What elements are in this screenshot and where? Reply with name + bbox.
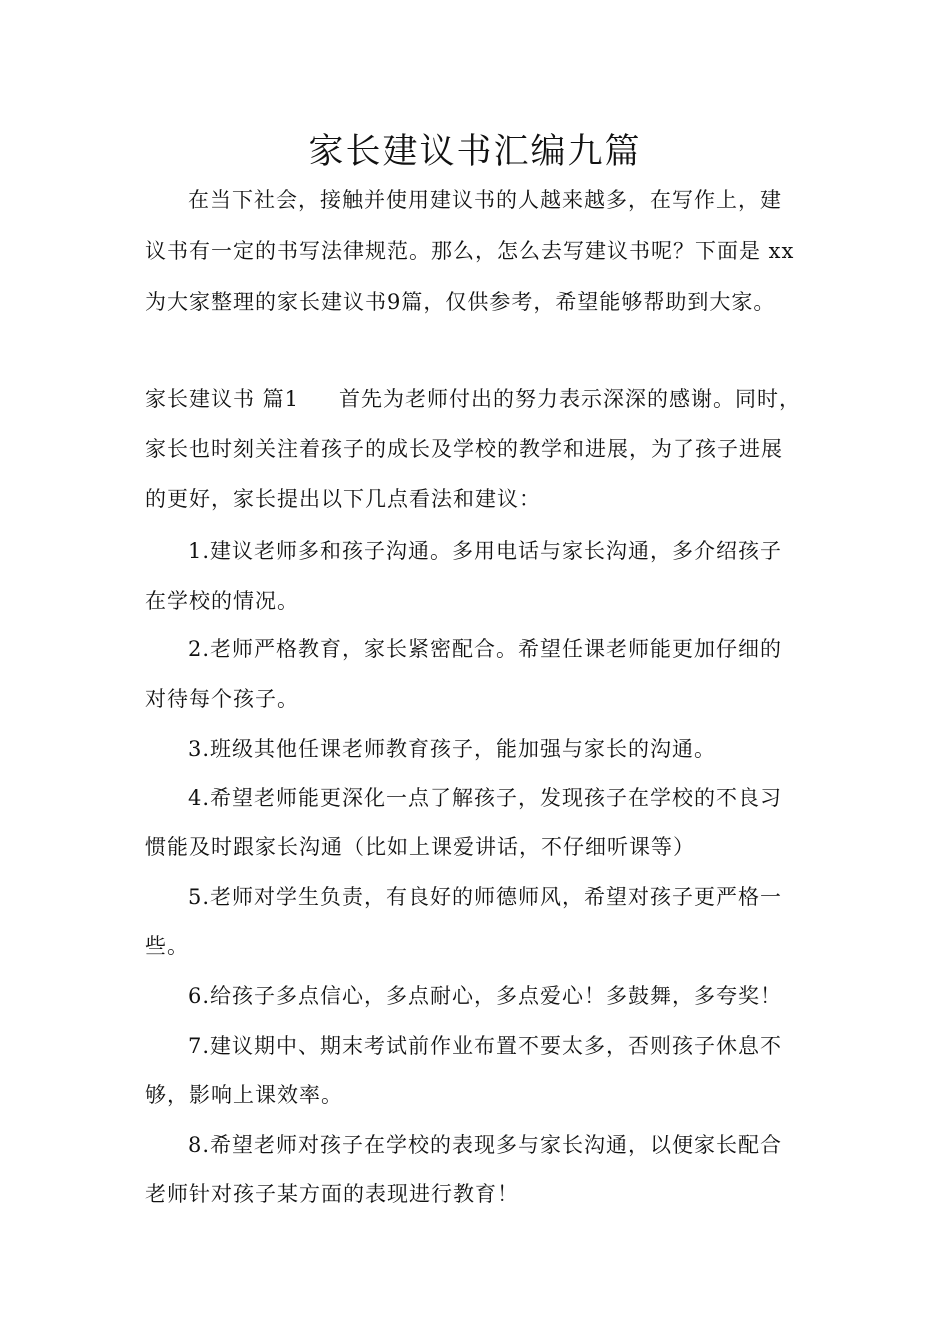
section-heading: 家长建议书 篇1 <box>145 387 300 411</box>
list-item: 7.建议期中、期末考试前作业布置不要太多，否则孩子休息不 <box>188 1034 783 1058</box>
paragraph-line: 的更好，家长提出以下几点看法和建议： <box>145 487 541 511</box>
list-item-continuation: 在学校的情况。 <box>145 589 299 613</box>
list-item: 6.给孩子多点信心，多点耐心，多点爱心！多鼓舞，多夸奖！ <box>188 984 783 1008</box>
intro-line: 为大家整理的家长建议书9篇，仅供参考，希望能够帮助到大家。 <box>145 290 776 314</box>
list-item-continuation: 惯能及时跟家长沟通（比如上课爱讲话，不仔细听课等） <box>145 835 695 859</box>
section-body-start: 首先为老师付出的努力表示深深的感谢。同时， <box>339 387 802 411</box>
list-item: 1.建议老师多和孩子沟通。多用电话与家长沟通，多介绍孩子 <box>188 539 783 563</box>
list-item: 4.希望老师能更深化一点了解孩子，发现孩子在学校的不良习 <box>188 786 783 810</box>
list-item-continuation: 对待每个孩子。 <box>145 687 299 711</box>
list-item-continuation: 些。 <box>145 934 189 958</box>
list-item-continuation: 老师针对孩子某方面的表现进行教育！ <box>145 1182 519 1206</box>
list-item: 3.班级其他任课老师教育孩子，能加强与家长的沟通。 <box>188 737 717 761</box>
intro-line: 议书有一定的书写法律规范。那么，怎么去写建议书呢？下面是 xx <box>145 239 795 263</box>
list-item: 5.老师对学生负责，有良好的师德师风，希望对孩子更严格一 <box>188 885 783 909</box>
list-item: 8.希望老师对孩子在学校的表现多与家长沟通，以便家长配合 <box>188 1133 783 1157</box>
intro-line: 在当下社会，接触并使用建议书的人越来越多，在写作上，建 <box>188 188 782 212</box>
section-first-line <box>145 384 815 414</box>
list-item: 2.老师严格教育，家长紧密配合。希望任课老师能更加仔细的 <box>188 637 783 661</box>
paragraph-line: 家长也时刻关注着孩子的成长及学校的教学和进展，为了孩子进展 <box>145 437 783 461</box>
list-item-continuation: 够，影响上课效率。 <box>145 1083 343 1107</box>
document-title: 家长建议书汇编九篇 <box>308 132 642 172</box>
